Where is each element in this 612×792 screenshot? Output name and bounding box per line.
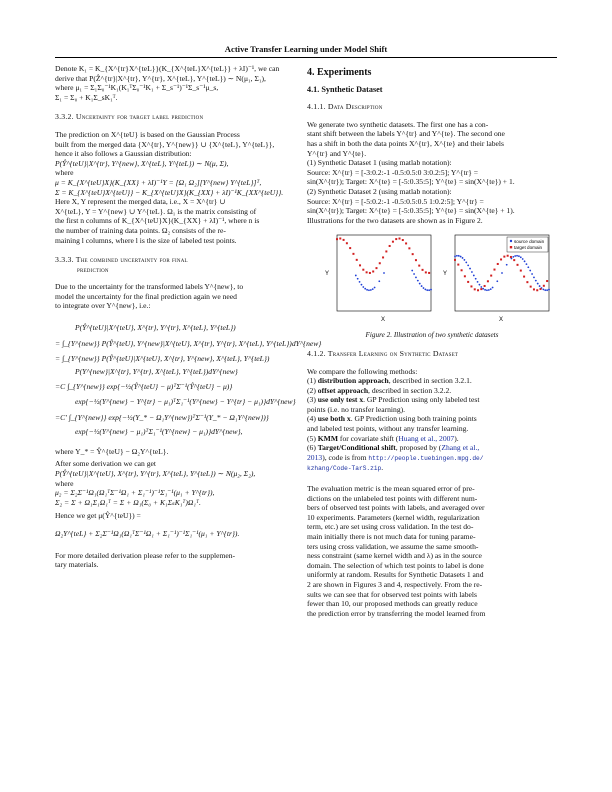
text-line: The prediction on X^{teU} is based on the Gaussian Process [55,129,240,139]
text-line: μ = K_{X^{teU}X}(K_{XX} + λI)⁻¹Y = [Ω₁ Ω₂][Y^{new} Y^{teL}]ᵀ, [55,177,262,187]
header-rule [55,57,557,58]
section-heading-332 [55,112,297,122]
methods-list [307,367,557,475]
section-heading-333 [55,255,297,274]
source-point [473,275,475,277]
target-point [352,253,354,255]
legend [507,237,548,252]
source-point [383,272,385,274]
list-item: (6) Target/Conditional shift, proposed by (Zhang et al., [307,443,480,453]
url-link[interactable]: http://people.tuebingen.mpg.de/ [368,454,484,462]
source-point [362,286,364,288]
target-point [493,269,495,271]
section-heading-41: 4.1. Synthetic Dataset [307,84,383,94]
source-point [475,278,477,280]
target-point [523,276,525,278]
text-line: derive that P(Ẑ^{tr}|X^{tr}, Y^{tr}, X^{teL}, Y^{teL}) ∼ N(μ₁, Σ₁), [55,73,266,83]
target-point [399,238,401,240]
plot-dataset-1 [323,231,435,323]
target-point [454,259,456,261]
source-point [482,288,484,290]
source-point [506,264,508,266]
text-line: Here X, Y represent the merged data, i.e., X = X^{tr} ∪ [55,197,226,207]
target-point [474,289,476,291]
text-line: to integrate over Y^{new}, i.e.: [55,301,151,311]
paragraph-332 [55,130,297,245]
source-point [539,285,541,287]
target-point [477,290,479,292]
target-point [425,272,427,274]
axis-x-label: X [381,317,386,324]
target-point [349,247,351,249]
source-point [522,258,524,260]
url-link[interactable]: kzhang/Code-TarS.zip [307,465,382,473]
target-point [520,270,522,272]
target-point [339,238,341,240]
axis-y-label: Y [325,271,330,278]
source-point [426,290,428,292]
text-line: Y^{tr} and Y^{te}. [307,148,367,158]
target-point [510,256,512,258]
text-line: (2) Synthetic Dataset 2 (using matlab notation): [307,186,452,196]
text-line: The evaluation metric is the mean squared error of pre- [307,484,475,494]
right-column [307,64,557,618]
source-point [477,281,479,283]
equation-line: =C ∫_{Y^{new}} exp{−½(Ŷ^{teU} − μ)ᵀΣ⁻¹(Ŷ^{teU} − μ)} [55,382,233,392]
section-heading-412 [307,349,557,359]
section-title-cont: prediction [77,264,109,274]
citation-link[interactable]: 2013 [307,452,323,462]
target-point [457,264,459,266]
text-line: (1) Synthetic Dataset 1 (using matlab notation): [307,158,452,168]
target-point [359,265,361,267]
source-point [514,255,516,257]
legend-target-marker [510,246,512,248]
text-line: Σ = K_{X^{teU}X^{teU}} − K_{X^{teU}X}(K_{XX} + λI)⁻¹K_{XX^{teU}}. [55,187,284,197]
source-point [518,256,520,258]
source-point [370,289,372,291]
text-line: where [55,168,74,178]
source-point [488,289,490,291]
source-point [458,255,460,257]
text-line: We generate two synthetic datasets. The first one has a con- [307,119,489,129]
target-point [467,281,469,283]
text-line: ness constraint (same kernel width and λ) as in the source [307,551,482,561]
target-point [392,241,394,243]
source-point [531,273,533,275]
target-point [464,276,466,278]
target-point [375,267,377,269]
target-point [500,259,502,261]
section-title: Transfer Learning on Synthetic Dataset [327,348,459,358]
legend-target-label: target domain [514,245,543,251]
text-line: the first n columns of K_{X^{teU}X}(K_{XX} + λI)⁻¹, where n is [55,216,260,226]
text-line: kzhang/Code-TarS.zip. [307,463,384,473]
text-line: sin(X^{tr}); Target: X^{te} = [-5:0.35:5]; Y^{te} = sin(X^{te}) + 1. [307,177,515,187]
target-point [369,272,371,274]
equation-line: P(Y^{new}|X^{tr}, Y^{tr}, X^{teL}, Y^{teL})dY^{new} [75,366,238,376]
source-point [421,285,423,287]
text-line: For more detailed derivation please refer to the supplemen- [55,550,236,560]
list-item: (1) distribution approach, described in section 3.2.1. [307,376,472,386]
target-point [530,286,532,288]
figure-caption: Figure 2. Illustration of two synthetic datasets [365,331,499,340]
text-line: After some derivation we can get [55,459,156,469]
source-point [520,257,522,259]
target-point [536,290,538,292]
source-point [460,256,462,258]
source-point [533,277,535,279]
equation-line: exp{−½(Y^{new} − Y^{tr} − μ₁)ᵀΣ₁⁻¹(Y^{new} − Y^{tr} − μ₁)}dY^{new} [75,397,296,407]
target-point [366,272,368,274]
text-line: the prediction error by transferring the model learned from [307,608,486,618]
source-point [366,289,368,291]
source-point [355,275,357,277]
source-point [413,273,415,275]
source-point [465,262,467,264]
source-point [364,288,366,290]
source-point [423,287,425,289]
source-point [428,290,430,292]
target-point [540,288,542,290]
source-point [529,270,531,272]
section-title: The combined uncertainty for final [75,255,188,265]
list-item: (4) use both x. GP Prediction using both training points [307,414,477,424]
section-title: Data Description [327,102,383,112]
source-point [486,290,488,292]
equation-line: = ∫_{Y^{new}} P(Ŷ^{teU}, Y^{new}|X^{teU}, X^{tr}, Y^{tr}, X^{teL}, Y^{teL})dY^{new} [55,338,322,348]
text-line: Source: X^{tr} = [-5:0.2:-1 -0.5:0.5:0.5 1:0.2:5]; Y^{tr} = [307,196,484,206]
text-line: uniformly at random. Results for Synthetic Datasets 1 and [307,570,484,580]
source-point [456,255,458,257]
running-head: Active Transfer Learning under Model Shift [224,44,388,54]
source-point [417,280,419,282]
closing-paragraph [55,551,297,570]
target-point [543,285,545,287]
target-point [484,285,486,287]
target-point [395,238,397,240]
plot-dataset-2 [441,231,553,323]
text-line: Due to the uncertainty for the transformed labels Y^{new}, to [55,282,244,292]
source-point [479,284,481,286]
source-point [454,256,456,258]
source-point [430,289,432,291]
source-point [527,267,529,269]
final-mean-equation: Ω₂Y^{teL} + Σ₂Σ⁻¹Ω₁(Ω₁ᵀΣ⁻¹Ω₁ + Σ₁⁻¹)⁻¹Σ₁⁻¹(μ₁ + Y^{tr}). [55,528,240,538]
text-line: Illustrations for the two datasets are shown as in Figure 2. [307,215,483,225]
target-point [372,271,374,273]
source-point [359,281,361,283]
source-point [372,289,374,291]
section-number: 3.3.3. [55,255,74,265]
equation-line: exp{−½(Y^{new} − μ₁)ᵀΣ₁⁻¹(Y^{new} − μ₁)}dY^{new}, [75,427,243,437]
text-line: ters using cross validation, we assume the same smooth- [307,541,479,551]
target-point [533,289,535,291]
target-point [513,259,515,261]
target-point [379,263,381,265]
text-line: term, etc.) are set using cross validation. In the test do- [307,522,474,532]
text-line: main initially there is not much data for tuning parame- [307,532,476,541]
text-line: where μ₁ = Σ₁Σ₀⁻¹K₁(K₁ᵀΣ₀⁻¹K₁ + Σ_s⁻¹)⁻¹Σ_s⁻¹μ_s, [55,83,219,93]
source-point [512,256,514,258]
text-line: X^{teL}, Y = Y^{new} ∪ Y^{teL}. Ω₁ is the matrix consisting of [55,206,257,216]
section-number: 3.3.2. [55,112,74,122]
text-line: μ₂ = Σ₂Σ⁻¹Ω₁(Ω₁ᵀΣ⁻¹Ω₁ + Σ₁⁻¹)⁻¹Σ₁⁻¹(μ₁ + Y^{tr}), [55,488,215,498]
text-line: stant shift between the labels Y^{tr} and Y^{te}. The second one [307,129,505,139]
list-item: (5) KMM for covariate shift (Huang et al., 2007). [307,433,459,443]
target-point [503,256,505,258]
target-point [480,288,482,290]
source-point [415,277,417,279]
text-line: dictions on the unlabeled test points with different num- [307,493,478,503]
after-equation-paragraph [55,447,297,521]
text-line: sults we can see that for observed test points with labels [307,589,477,599]
target-point [336,238,338,240]
source-point [374,287,376,289]
target-point [412,253,414,255]
text-line: Source: X^{tr} = [-3:0.2:-1 -0.5:0.5:0 3:0.2:5]; Y^{tr} = [307,167,479,177]
target-point [382,257,384,259]
text-line: the number of training data points. Ω₂ consists of the re- [55,225,226,235]
source-point [411,270,413,272]
equation-line: =C′ ∫_{Y^{new}} exp{−½(Y_* − Ω₁Y^{new})ᵀΣ⁻¹(Y_* − Ω₁Y^{new})} [55,412,269,422]
target-point [343,239,345,241]
text-line: P(Ŷ^{teU}|X^{tr}, Y^{new}, X^{teL}, Y^{teL}) ∼ N(μ, Σ), [55,158,229,168]
source-point [526,264,528,266]
target-point [346,243,348,245]
section-heading-4: 4. Experiments [307,67,372,78]
text-line: fewer than 10, our proposed methods can greatly reduce [307,599,478,609]
source-point [368,290,370,292]
target-point [526,281,528,283]
text-line: where Y_* = Ŷ^{teU} − Ω₂Y^{teL}. [55,446,169,456]
source-point [467,265,469,267]
citation-link[interactable]: Huang et al., 2007 [398,433,455,443]
equation-line: P(Ŷ^{teU}|X^{teU}, X^{tr}, Y^{tr}, X^{teL}, Y^{teL}) [75,323,236,333]
list-item: (3) use only test x. GP Prediction using only labeled test [307,395,480,405]
text-line: hence it also follows a Gaussian distribution: [55,149,192,159]
text-line: maining l columns, where l is the size of labeled test points. [55,235,237,245]
source-point [542,289,544,291]
target-point [362,269,364,271]
text-line: 2013), code is from http://people.tuebingen.mpg.de/ [307,452,484,462]
target-point [507,255,509,257]
section-number: 4.1.2. [307,348,326,358]
source-point [480,286,482,288]
target-point [517,264,519,266]
legend-source-label: source domain [514,239,545,245]
text-line: model the uncertainty for the final prediction again we need [55,291,237,301]
source-point [546,290,548,292]
legend-source-marker [510,240,512,242]
source-point [516,255,518,257]
text-line: has a shift in both the data points X^{tr}, X^{te} and their labels [307,138,504,148]
axis-x-label: X [499,317,504,324]
target-point [402,239,404,241]
text-line: Hence we get μ(Ŷ^{teU}) = [55,511,141,521]
paragraph-411 [307,120,557,226]
text-line: Denote K₁ = K_{X^{tr}X^{teL}}(K_{X^{teL}X^{teL}} + λI)⁻¹, we can [55,64,280,73]
section-heading-411 [307,102,557,112]
source-point [524,261,526,263]
text-line: sin(X^{tr}); Target: X^{te} = [-5:0.35:5]; Y^{te} = sin(X^{te} + 1). [307,206,515,216]
source-point [490,289,492,291]
source-point [471,271,473,273]
text-line: 2 are shown in Figures 3 and 4, respectively. From the re- [307,579,483,589]
figure-2 [307,231,557,327]
source-point [378,281,380,283]
target-point [422,269,424,271]
citation-link[interactable]: Zhang et al., [441,443,480,453]
source-point [492,287,494,289]
section-title: Uncertainty for target label prediction [75,112,204,122]
section-number: 4.1.1. [307,102,326,112]
source-point [548,289,550,291]
source-point [501,272,503,274]
intro-paragraph [55,64,297,102]
source-point [469,268,471,270]
text-line: bers of observed test points with labels, and averaged over [307,503,485,513]
source-point [496,281,498,283]
text-line: Σ₁ = Σ₀ + K₁Σ_sK₁ᵀ. [55,92,118,102]
text-line: tary materials. [55,560,99,570]
text-line: Σ₂ = Σ + Ω₁Σ₁Ω₁ᵀ = Σ + Ω₁(Σ₀ + K₁ΣₛK₁ᵀ)Ω₁ᵀ. [55,497,201,507]
target-point [487,281,489,283]
target-point [546,280,548,282]
target-point [408,248,410,250]
target-point [385,251,387,253]
paragraph-333 [55,282,297,311]
text-line: points (i.e. no transfer learning). [307,404,406,414]
list-item: (2) offset approach, described in section 3.2.2. [307,385,452,395]
target-point [356,259,358,261]
source-point [484,289,486,291]
source-point [535,280,537,282]
target-point [490,275,492,277]
text-line: built from the merged data {X^{tr}, Y^{new}} ∪ {X^{teL}, Y^{teL}}, [55,139,275,149]
target-point [415,259,417,261]
text-line: domain. The selection of which test points to label is done [307,560,484,570]
text-line: P(Ŷ^{teU}|X^{teU}, X^{tr}, Y^{tr}, X^{teL}, Y^{teL}) ∼ N(μ₂, Σ₂), [55,469,256,478]
text-line: We compare the following methods: [307,366,418,376]
text-line: where [55,478,74,488]
source-point [464,259,466,261]
target-point [497,263,499,265]
source-point [544,290,546,292]
axis-y-label: Y [443,271,448,278]
target-point [428,272,430,274]
target-point [389,245,391,247]
target-point [470,286,472,288]
source-point [419,283,421,285]
source-point [462,257,464,259]
target-point [461,270,463,272]
text-line: and labeled test points, without any transfer learning. [307,424,469,434]
source-point [361,284,363,286]
source-point [537,283,539,285]
equation-line: = ∫_{Y^{new}} P(Ŷ^{teU}|X^{teU}, X^{tr}, Y^{new}, X^{teL}, Y^{teL}) [55,354,270,364]
evaluation-paragraph [307,484,557,618]
source-point [424,289,426,291]
source-point [357,278,359,280]
target-point [418,265,420,267]
target-point [405,243,407,245]
text-line: 10 experiments. Parameters (kernel width, regularization [307,512,480,522]
